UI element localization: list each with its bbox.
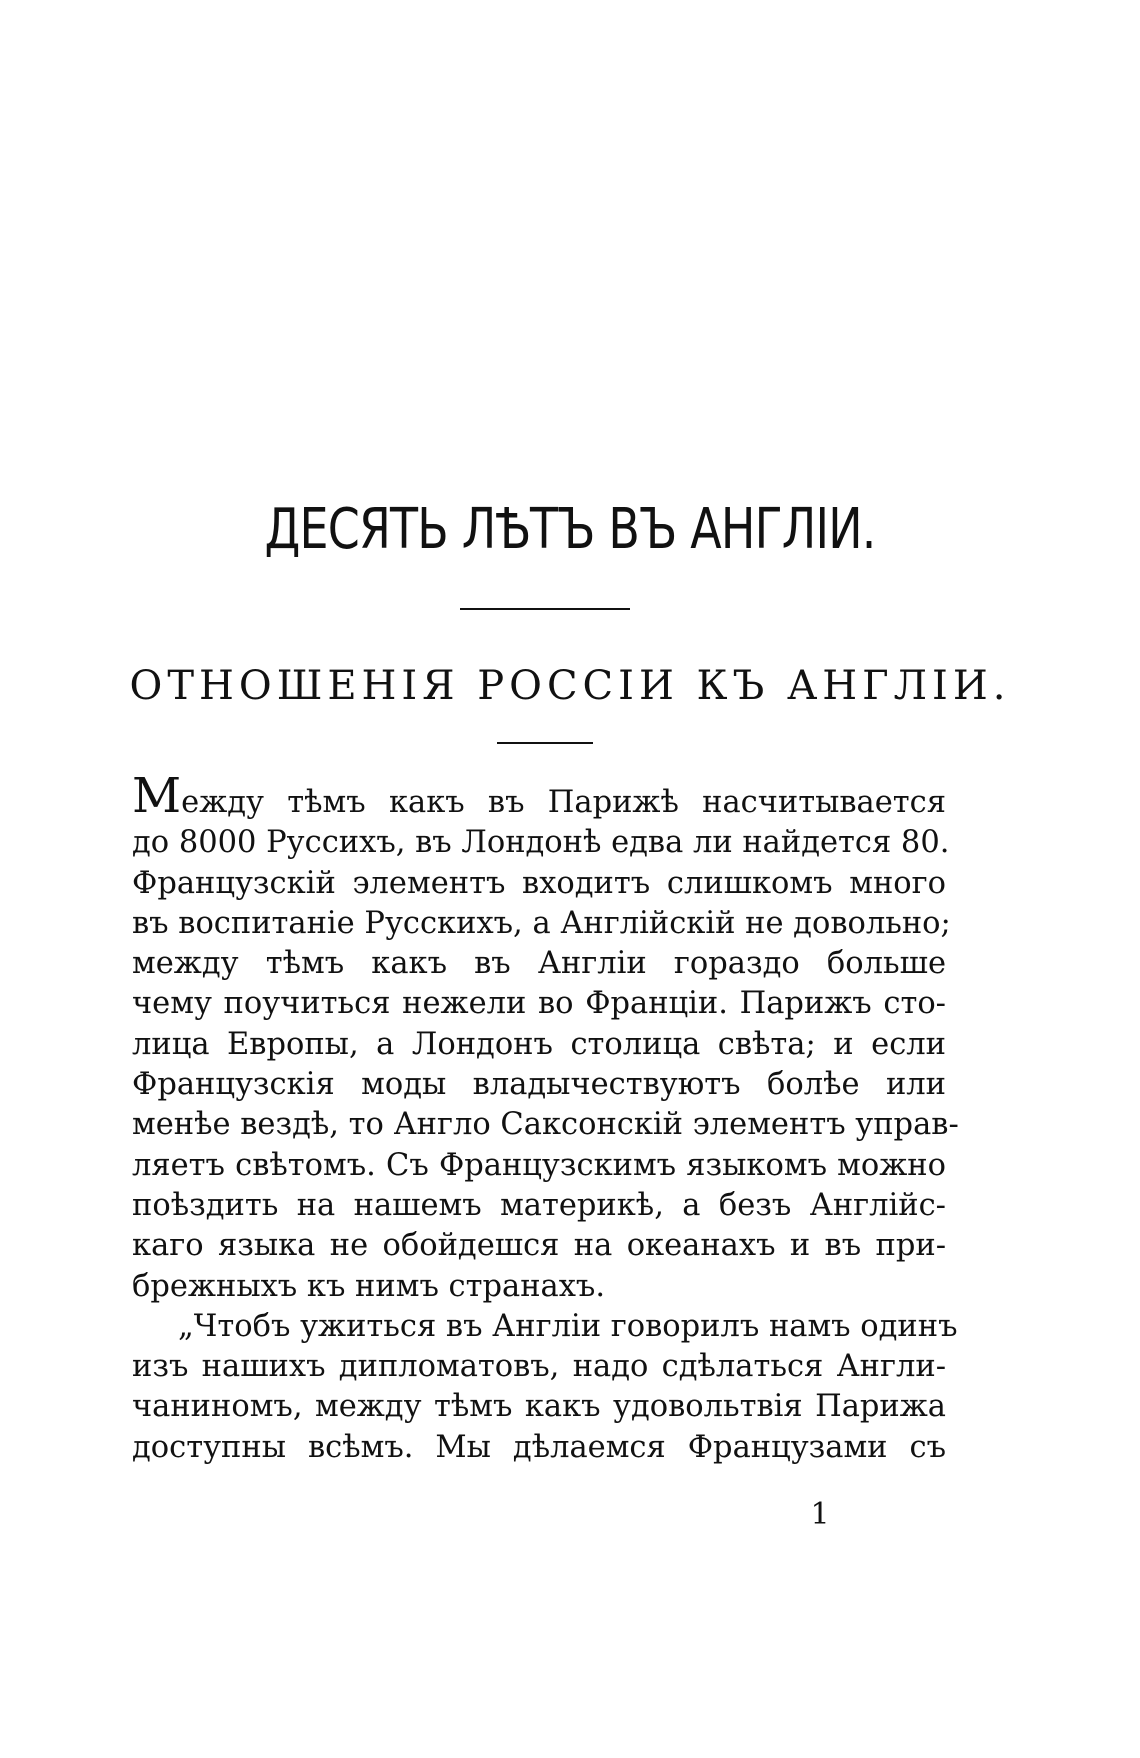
line-text: ежду тѣмъ какъ въ Парижѣ насчитывается xyxy=(181,785,946,820)
chapter-title: ОТНОШЕНІЯ РОССІИ КЪ АНГЛІИ. xyxy=(129,663,1011,709)
text-line: „Чтобъ ужиться въ Англіи говорилъ намъ одинъ xyxy=(178,1308,958,1344)
text-line: брежныхъ къ нимъ странахъ. xyxy=(132,1268,606,1304)
text-line: доступны всѣмъ. Мы дѣлаемся Французами съ xyxy=(132,1429,946,1465)
page-number: 1 xyxy=(810,1497,830,1532)
text-line: менѣе вездѣ, то Англо Саксонскій элементъ управ- xyxy=(132,1107,959,1143)
text-line xyxy=(132,768,946,824)
body-text xyxy=(132,768,959,1468)
drop-cap: М xyxy=(132,768,182,824)
text-line: чаниномъ, между тѣмъ какъ удовольтвія Парижа xyxy=(132,1389,946,1425)
text-line: чему поучиться нежели во Франціи. Парижъ сто- xyxy=(132,986,946,1022)
text-line: Французскій элементъ входитъ слишкомъ много xyxy=(132,865,946,901)
text-line: изъ нашихъ дипломатовъ, надо сдѣлаться Англи- xyxy=(132,1349,946,1385)
book-title: ДЕСЯТЬ ЛѢТЪ ВЪ АНГЛІИ. xyxy=(264,497,876,562)
text-line: Французскія моды владычествуютъ болѣе или xyxy=(132,1067,946,1103)
chapter-divider xyxy=(497,742,593,744)
text-line: поѣздить на нашемъ материкѣ, а безъ Англійс- xyxy=(132,1187,946,1223)
text-line: лица Европы, а Лондонъ столица свѣта; и если xyxy=(132,1026,946,1062)
text-line: ляетъ свѣтомъ. Съ Французскимъ языкомъ можно xyxy=(132,1147,946,1183)
text-line: въ воспитаніе Русскихъ, а Англійскій не довольно; xyxy=(132,905,951,941)
text-line: каго языка не обойдешся на океанахъ и въ при- xyxy=(132,1228,946,1264)
text-line: между тѣмъ какъ въ Англіи гораздо больше xyxy=(132,946,946,982)
text-line: до 8000 Руссихъ, въ Лондонѣ едва ли найдется 80. xyxy=(132,825,950,861)
title-divider xyxy=(460,608,630,610)
